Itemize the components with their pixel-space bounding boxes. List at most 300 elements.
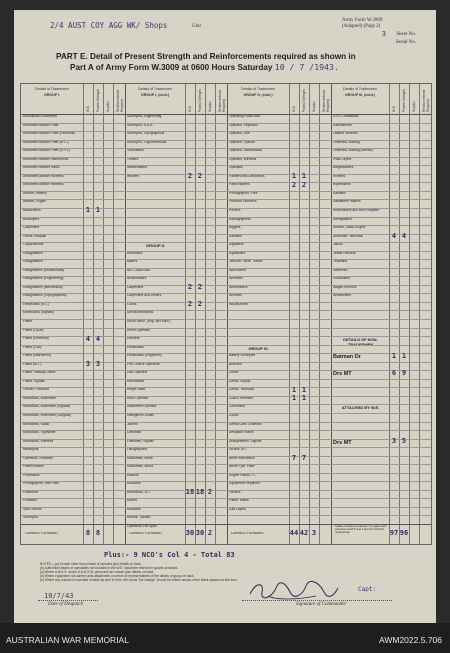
serial-value: 3 — [381, 30, 386, 38]
trade-label: Valvemen — [333, 268, 348, 272]
entry-value: 3 — [391, 437, 397, 446]
entry-value: 2 — [207, 488, 213, 497]
name-col-divider — [185, 84, 186, 544]
trade-label: Turners — [127, 157, 139, 161]
carried-value: 97 — [389, 529, 399, 537]
entry-value: 1 — [95, 206, 101, 215]
trade-label: Drs MT — [333, 439, 352, 446]
trade-label: Operating Room Attd. — [229, 115, 261, 118]
trade-label: Surveyors, Topographical — [127, 132, 165, 136]
trade-label: Bakers — [127, 260, 138, 264]
note-line: (d) Where equipment not carried units attachment on return to representatives of the details of group on back. — [40, 574, 195, 578]
entry-value: 1 — [391, 351, 397, 360]
trade-label: Armament Artificer Wireless — [23, 174, 64, 178]
commander-signature — [246, 578, 342, 602]
trade-label: Armament Artificer Radio — [23, 166, 60, 170]
trade-label: Saddletree makers — [333, 200, 361, 204]
note-line: (e) Where any column is excluded in trade as sent to form, the words "No change" should be written across of the blank spaces on this form. — [40, 578, 238, 582]
trade-label: Saw Doctors — [23, 507, 42, 511]
trade-label: Clerks, Supply — [229, 379, 251, 383]
trade-label: Fire Control Operators — [127, 362, 160, 366]
entry-value: 4 — [391, 232, 397, 241]
entry-value: 2 — [197, 300, 203, 309]
trade-label: Height Taker — [127, 388, 146, 392]
trade-label: Saddlers — [333, 191, 347, 195]
trade-label: Machinists, Wood — [127, 465, 153, 469]
trade-label: Bargebuilders — [333, 166, 354, 170]
row-rule — [21, 123, 431, 124]
trade-label: Saddlers — [229, 234, 243, 238]
trade-label: Signallers — [229, 243, 244, 247]
trade-label: Orderlies, Nursing — [333, 140, 360, 144]
row-rule — [21, 456, 431, 457]
trade-label: Armament Artificer Fitter (M.C.) — [23, 140, 69, 144]
trade-label: Intelligence Duties — [127, 413, 154, 417]
trade-label: Driver-Mech. (Eng. and Med.) — [127, 320, 171, 323]
subcol-divider — [113, 84, 114, 544]
row-rule — [21, 302, 431, 303]
trade-label: Artificer, Artillery — [23, 191, 47, 195]
trade-label: Surveyors, R.A.A. — [127, 123, 154, 127]
row-rule — [21, 404, 431, 405]
trade-label: Orderlies, Nursing (Mental) — [333, 149, 373, 153]
subcol-header-reinf: Reinforcements Required — [218, 89, 226, 112]
trade-label: Wiredrawers — [229, 285, 248, 289]
trade-label: Wiremen — [229, 294, 243, 298]
trade-label: Concreters — [229, 405, 246, 409]
note-line: (b) Authorised trades or specialists not included in the W.E. should be entered in spaces provided. — [40, 566, 179, 570]
entry-value: 18 — [185, 488, 195, 497]
trade-label: Draughtsmen, Signals — [229, 439, 262, 443]
trade-label: Leather Stitchers — [333, 132, 358, 136]
trade-label: Driver-Operator — [127, 328, 150, 332]
subcol-header-surplus: Surplus — [208, 101, 212, 112]
subcol-divider — [409, 84, 410, 544]
title-line-2: Part A of Army Form W.3009 at 0600 Hours Saturday 10 / 7 /1943. — [70, 62, 339, 72]
trade-label: Hairdresser — [127, 379, 145, 383]
trade-label: Pattern Maker — [23, 465, 44, 469]
trade-label: Fitters (Gun) — [23, 345, 42, 349]
entry-value: 2 — [187, 172, 193, 181]
trade-label: Mechanics, Instrument (Signals) — [23, 405, 71, 409]
trade-label: Watchmakers — [127, 166, 148, 170]
carried-forward-label: CARRIED FORWARD — [129, 532, 162, 535]
trade-label: Bricklayers — [23, 217, 40, 221]
trade-label: Linesmen, Signals — [127, 439, 154, 443]
row-rule — [21, 182, 431, 183]
row-rule — [21, 293, 431, 294]
footer-bar — [0, 623, 450, 653]
trade-label: Opticians — [229, 166, 243, 170]
unit-label: Unit — [192, 24, 201, 29]
trade-label: Drainers — [127, 337, 140, 341]
trade-label: Operator, Switchboard — [229, 149, 262, 153]
entry-value: 5 — [401, 437, 407, 446]
row-rule — [21, 225, 431, 226]
trade-label: Moulders — [127, 507, 141, 511]
form-sheet — [14, 10, 436, 623]
row-rule — [21, 387, 431, 388]
subcol-header-we: W.E. — [188, 105, 192, 112]
trade-label: Draughtsmen (Topographical) — [23, 294, 67, 298]
subcol-divider — [419, 84, 420, 544]
subcol-header-surplus: Surplus — [412, 101, 416, 112]
trade-label: Electricians (Signals) — [23, 311, 54, 315]
trade-label: Draughtsmen — [23, 251, 43, 255]
despatch-label: Date of Despatch — [48, 602, 83, 607]
despatch-date: 10/7/43 — [44, 592, 74, 600]
entry-value: 1 — [291, 385, 297, 394]
row-rule — [21, 285, 431, 286]
trade-label: Surveyors, Trigonometrical — [127, 140, 167, 144]
name-col-divider — [389, 84, 390, 544]
row-rule — [21, 319, 431, 320]
carried-value: 3 — [311, 529, 317, 537]
trade-label: Painters and Decorators — [229, 174, 265, 178]
trade-label: Engine Hands, I.C. — [229, 473, 257, 477]
trade-label: Whitesmiths — [333, 294, 351, 298]
trade-label: Steelsplitters — [333, 217, 352, 221]
trade-label: Draughtsmen — [23, 260, 43, 264]
trade-label: Mechanics, Instrument — [23, 396, 57, 400]
trade-label: Signwriters — [229, 251, 246, 255]
row-rule — [21, 422, 431, 423]
row-rule — [21, 268, 431, 269]
trade-label: Stokers, Static Engine — [333, 226, 366, 230]
entry-value: 2 — [187, 283, 193, 292]
trade-label: Linesman — [127, 431, 142, 435]
row-rule — [21, 217, 431, 218]
subcol-divider — [215, 84, 216, 544]
plus-line: Plus:- 9 NCO's Col 4 - Total 83 — [104, 551, 235, 559]
trade-label: Operator, Special — [229, 140, 255, 144]
trade-label: Plumbers — [23, 499, 37, 503]
entry-value: 1 — [301, 394, 307, 403]
trade-label: Well Borers — [229, 268, 246, 272]
trade-label: Photographer, Print — [229, 191, 258, 195]
carried-forward-label: CARRIED FORWARD — [231, 532, 264, 535]
entry-value: 1 — [301, 385, 307, 394]
entry-value: 1 — [85, 206, 91, 215]
row-rule — [21, 413, 431, 414]
row-rule — [21, 140, 431, 141]
carried-value: 96 — [399, 529, 409, 537]
note-line: NOTES.—(a) In each other than private is included give details on back. — [40, 562, 142, 566]
trade-label: Lithographers — [127, 448, 148, 452]
trade-label: Operator, Wireless — [229, 157, 257, 161]
trade-label: Ammunition Examiners — [23, 115, 57, 118]
trade-label: Wheelers — [229, 277, 243, 281]
trade-label: Mechanics, Wireless — [23, 439, 54, 443]
trade-label: Machinists, Metal — [127, 456, 153, 460]
trade-label: Carpenters — [23, 226, 40, 230]
subcol-header-we: W.E. — [392, 105, 396, 112]
group-heading: GROUP II. — [145, 243, 166, 249]
subcol-header-we: W.E. — [292, 105, 296, 112]
subcol-divider — [103, 84, 104, 544]
group-divider — [227, 84, 228, 544]
trade-label: Driver Mechanics — [229, 456, 255, 460]
row-rule — [21, 191, 431, 192]
trade-label: Draughtsmen (Engineering) — [23, 277, 64, 281]
row-rule — [21, 131, 431, 132]
trade-label: Riggers — [229, 226, 241, 230]
row-rule — [21, 157, 431, 158]
row-rule — [21, 259, 431, 260]
trade-label: Electricians — [127, 345, 144, 349]
row-rule — [21, 498, 431, 499]
entry-value: 7 — [291, 454, 297, 463]
entry-value: 2 — [197, 283, 203, 292]
trade-label: Riveters — [333, 174, 346, 178]
trade-label: Operator, Keyboard — [229, 123, 258, 127]
carried-forward-label: Totals of columns (carried *) to agree with columns 4 and 5 and 1 and 12 of Part A respectively. — [335, 525, 387, 535]
entry-value: 4 — [85, 334, 91, 343]
trade-label: Carpenters and Joiners — [127, 294, 162, 298]
trade-label: Surveyors — [23, 516, 38, 520]
trade-label: Equipment Repairers — [229, 482, 260, 486]
entry-value: 1 — [291, 394, 297, 403]
trade-label: Blacksmiths — [23, 208, 41, 212]
name-col-divider — [289, 84, 290, 544]
trade-label: Armourers — [127, 251, 143, 255]
group-heading: ATTACHED BY W.E. — [341, 405, 380, 411]
trade-label: Armament Artificer Instruments — [23, 157, 69, 161]
trade-label: Coach Trimmers — [229, 396, 254, 400]
entry-value: 4 — [401, 232, 407, 241]
trade-label: G.P.O. Assistants — [333, 115, 359, 118]
trade-label: Tinsmiths — [333, 260, 347, 264]
trade-label: Welders — [127, 174, 140, 178]
row-rule — [21, 507, 431, 508]
sheet-no-label: Sheet No. — [396, 32, 416, 37]
trade-label: Plasterers — [23, 490, 38, 494]
row-rule — [21, 251, 431, 252]
row-rule — [21, 148, 431, 149]
trade-label: Hammermen — [333, 123, 353, 127]
row-rule — [21, 165, 431, 166]
entry-value: 9 — [401, 368, 407, 377]
trade-label: Bkr, Cook's Ass. — [127, 268, 151, 272]
trade-label: Panel Beaters — [229, 183, 250, 187]
trade-label: Clerks — [229, 371, 239, 375]
trade-label: Battery Surveyors — [229, 354, 256, 358]
subcol-divider — [205, 84, 206, 544]
trade-label: Surveyors, Engineering — [127, 115, 162, 118]
trade-label: Masons — [127, 473, 139, 477]
trade-label: Draughtsmen (Mechanical) — [23, 285, 63, 289]
trade-label: Dental Clerk Orderlies — [229, 422, 262, 426]
entry-value: 4 — [95, 334, 101, 343]
trade-label: Fitters (Electrical) — [23, 337, 49, 341]
subcol-header-reinf: Reinforcements Required — [116, 89, 124, 112]
subcol-header-surplus: Surplus — [312, 101, 316, 112]
subcol-header-reinf: Reinforcements Required — [322, 89, 330, 112]
trade-label: Clerks, Hospital — [23, 234, 47, 238]
row-rule — [21, 473, 431, 474]
row-rule — [21, 174, 431, 175]
trade-label: Grinder, Precision — [23, 388, 50, 392]
trade-label: Mechanics, M.T. — [127, 490, 151, 494]
entry-value: 18 — [195, 488, 205, 497]
serial-no-label: Serial No. — [395, 40, 416, 45]
row-rule — [21, 396, 431, 397]
unit-name: 2/4 AUST COY AGG WK/ Shops — [50, 21, 168, 30]
trade-label: Drivers, M.T. — [229, 448, 248, 452]
row-rule — [21, 370, 431, 371]
trade-label: Photographer, Wet Plate — [23, 482, 59, 486]
title-line-1: PART E. Detail of Present Strength and Reinforcements required as shown in — [56, 52, 356, 61]
carried-value: 8 — [85, 529, 91, 537]
signature-label: Signature of Commander — [296, 602, 347, 607]
group-heading: DETAILS OF NON-TRADESMEN — [343, 337, 378, 348]
row-rule — [21, 310, 431, 311]
trade-label: Operators Fort Apps. — [127, 525, 158, 528]
name-col-divider — [83, 84, 84, 544]
trade-label: Woodturners — [229, 302, 248, 306]
row-rule — [21, 353, 431, 354]
trade-label: Draughtsmen (Architectural) — [23, 268, 65, 272]
row-rule — [21, 481, 431, 482]
trade-label: Carpenters — [127, 285, 144, 289]
trade-label: Hollo Operator — [127, 396, 149, 400]
carried-value: 30 — [185, 529, 195, 537]
trade-label: Coppersmiths — [23, 243, 44, 247]
column-header-3: Details of Tradesmen GROUP II. (cont.) — [241, 87, 275, 97]
entry-value: 2 — [197, 172, 203, 181]
footer-left: AUSTRALIAN WAR MEMORIAL — [6, 635, 129, 645]
column-header-2: Details of Tradesmen GROUP I. (cont.) — [138, 87, 172, 97]
trade-label: Gun Operator — [127, 371, 148, 375]
subcol-header-surplus: Surplus — [106, 101, 110, 112]
trade-label: Mechanics, Typewriter — [23, 431, 56, 435]
trade-label: Joiners — [127, 422, 138, 426]
entry-value: 3 — [95, 360, 101, 369]
entry-value: 1 — [401, 351, 407, 360]
trade-label: Predictor Numbers — [229, 200, 257, 204]
carried-forward-label: CARRIED FORWARD — [25, 532, 58, 535]
trade-label: Driver Tpts. Plant — [229, 465, 255, 469]
trade-label: Ropeboilers — [333, 183, 351, 187]
rank: Capt: — [358, 586, 377, 593]
despatch-rule — [38, 600, 98, 601]
note-line: (c) Where a W.A.S. and/or A.A.N.S.W. personnel are shown give details on back. — [40, 570, 155, 574]
trade-label: Fitters, Signals — [23, 379, 45, 383]
subcol-divider — [399, 84, 400, 544]
subcol-header-posted: Posted Strength — [96, 89, 100, 112]
row-rule — [21, 379, 431, 380]
carried-value: 2 — [207, 529, 213, 537]
trade-label: Tailors — [333, 243, 343, 247]
trade-label: Textile Refiners — [333, 251, 356, 255]
trade-label: Telecom. Ident. Trades — [229, 260, 263, 264]
subcol-divider — [309, 84, 310, 544]
carried-value: 42 — [299, 529, 309, 537]
entry-value: 7 — [301, 454, 307, 463]
trade-label: Armament Artificer Fitter (A.F.V.) — [23, 149, 71, 153]
trade-label: Moulders — [127, 482, 141, 486]
trade-label: Operators, Recorder — [23, 456, 54, 460]
trade-label: Gas Layers — [229, 507, 246, 511]
row-rule — [21, 199, 431, 200]
trade-label: Armament Artificer Fitter — [23, 123, 59, 127]
trade-label: Farriers — [229, 490, 241, 494]
row-rule — [21, 490, 431, 491]
trade-label: Millwrights — [23, 448, 39, 452]
row-rule — [21, 439, 431, 440]
trade-label: Fitters' Mates — [229, 499, 249, 503]
trade-label: Cooks — [127, 302, 137, 306]
subcol-header-posted: Posted Strength — [198, 89, 202, 112]
trade-label: Drs MT — [333, 371, 352, 378]
subcol-divider — [195, 84, 196, 544]
trade-label: Armament Artificer Fitter (Electrical) — [23, 132, 76, 136]
trade-label: Cooks — [229, 413, 239, 417]
trade-label: Electricians (M.T.) — [23, 302, 50, 306]
trade-label: Wagon Erectors — [333, 285, 357, 289]
trade-label: Armament Artificer Wireless — [23, 183, 64, 187]
trade-label: Mechanics, Instrument (Surgical) — [23, 413, 72, 417]
row-rule — [21, 464, 431, 465]
row-rule — [21, 515, 431, 516]
trade-label: Mechanics, Radio — [23, 422, 50, 426]
row-rule — [21, 447, 431, 448]
trade-label: Fitters (M.T.) — [23, 362, 42, 366]
trade-label: Artificer, Engine — [23, 200, 47, 204]
subcol-divider — [93, 84, 94, 544]
trade-label: Fitters, Railway Diesel — [23, 371, 56, 375]
subcol-header-posted: Posted Strength — [302, 89, 306, 112]
trade-label: Instrument Operator — [127, 405, 157, 409]
carried-value: 44 — [289, 529, 299, 537]
trade-label: Pharmacist — [23, 473, 40, 477]
trade-label: Electricians (Engineers) — [127, 354, 162, 358]
trade-label: Fitters (Instrument) — [23, 354, 51, 358]
entry-value: 1 — [291, 172, 297, 181]
entry-value: 2 — [291, 180, 297, 189]
entry-value: 1 — [301, 172, 307, 181]
subcol-divider — [299, 84, 300, 544]
subcol-header-reinf: Reinforcements Required — [422, 89, 430, 112]
report-date: 10 / 7 /1943. — [274, 62, 339, 72]
trade-label: Nurses, Trained — [127, 516, 151, 520]
row-rule — [21, 328, 431, 329]
group-divider — [125, 84, 126, 544]
group-divider — [331, 84, 332, 544]
trade-label: Toolmakers — [127, 149, 144, 153]
entry-value: 2 — [301, 180, 307, 189]
entry-value: 6 — [391, 368, 397, 377]
group-heading: GROUP III. — [248, 345, 269, 351]
footer-right: AWM2022.5.706 — [379, 635, 442, 645]
row-rule — [21, 345, 431, 346]
trade-label: Printers — [229, 208, 241, 212]
trade-label: Miners — [127, 499, 137, 503]
column-header-4: Details of Tradesmen GROUP III. (cont.) — [343, 87, 377, 97]
trade-label: Clerks, Technical — [229, 388, 254, 392]
entry-value: 2 — [187, 300, 193, 309]
signature-rule — [242, 600, 392, 601]
trade-label: Despatch Riders — [229, 431, 254, 435]
strength-table — [20, 83, 432, 545]
trade-label: Storemen, Technical — [333, 234, 363, 238]
subcol-header-posted: Posted Strength — [402, 89, 406, 112]
trade-label: Shoemakers and Boot Repairer — [333, 208, 380, 212]
row-rule — [21, 242, 431, 243]
column-header-1: Details of Tradesmen GROUP I. — [35, 87, 69, 97]
subcol-header-we: W.E. — [86, 105, 90, 112]
trade-label: Operator, Line — [229, 132, 250, 136]
